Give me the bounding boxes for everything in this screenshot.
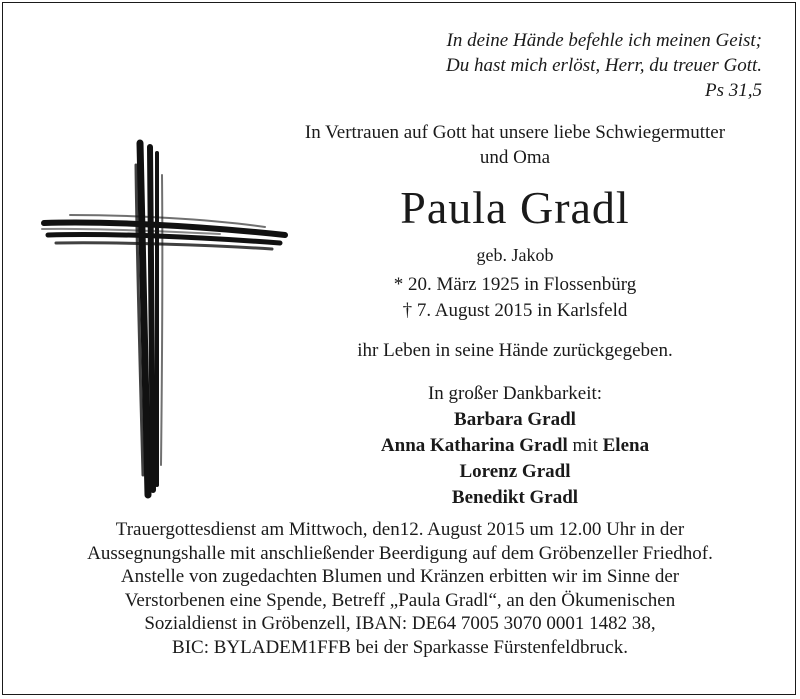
quote-line: In deine Hände befehle ich meinen Geist;: [446, 30, 762, 51]
mourner-name: Lorenz Gradl: [459, 461, 571, 482]
death-date: † 7. August 2015 in Karlsfeld: [402, 300, 628, 321]
footer-line: Aussegnungshalle mit anschließender Beerdigung auf dem Gröbenzeller Friedhof.: [87, 542, 713, 564]
life-dates: [235, 272, 795, 324]
quote-reference: Ps 31,5: [705, 80, 762, 101]
footer-line: Trauergottesdienst am Mittwoch, den12. August 2015 um 12.00 Uhr in der: [115, 519, 685, 540]
birth-date: * 20. März 1925 in Flossenbürg: [393, 274, 637, 295]
deceased-name: Paula Gradl: [400, 182, 630, 233]
footer-line: Anstelle von zugedachten Blumen und Kränzen erbitten wir im Sinne der: [120, 566, 680, 588]
intro-line: und Oma: [479, 147, 551, 168]
returned-text: ihr Leben in seine Hände zurückgegeben.: [357, 340, 673, 361]
gratitude-heading: In großer Dankbarkeit:: [427, 383, 603, 404]
mourner-name: Benedikt Gradl: [451, 487, 579, 508]
footer-line: BIC: BYLADEM1FFB bei der Sparkasse Fürstenfeldbruck.: [172, 636, 628, 658]
mourners-block: [235, 381, 795, 511]
quote-line: Du hast mich erlöst, Herr, du treuer Gott.: [446, 55, 762, 76]
mourner-name: Barbara Gradl: [454, 409, 576, 430]
bible-quote: [342, 28, 762, 103]
intro-line: In Vertrauen auf Gott hat unsere liebe Schwiegermutter: [304, 122, 726, 143]
footer-line: Sozialdienst in Gröbenzell, IBAN: DE64 7005 3070 0001 1482 38,: [144, 613, 656, 635]
birth-name: geb. Jakob: [476, 245, 554, 265]
intro-text: [235, 120, 795, 170]
mourner-name: Anna Katharina Gradl mit Elena: [380, 435, 650, 456]
footer-line: Verstorbenen eine Spende, Betreff „Paula Gradl“, an den Ökumenischen: [124, 589, 676, 611]
funeral-notice: [10, 518, 790, 660]
